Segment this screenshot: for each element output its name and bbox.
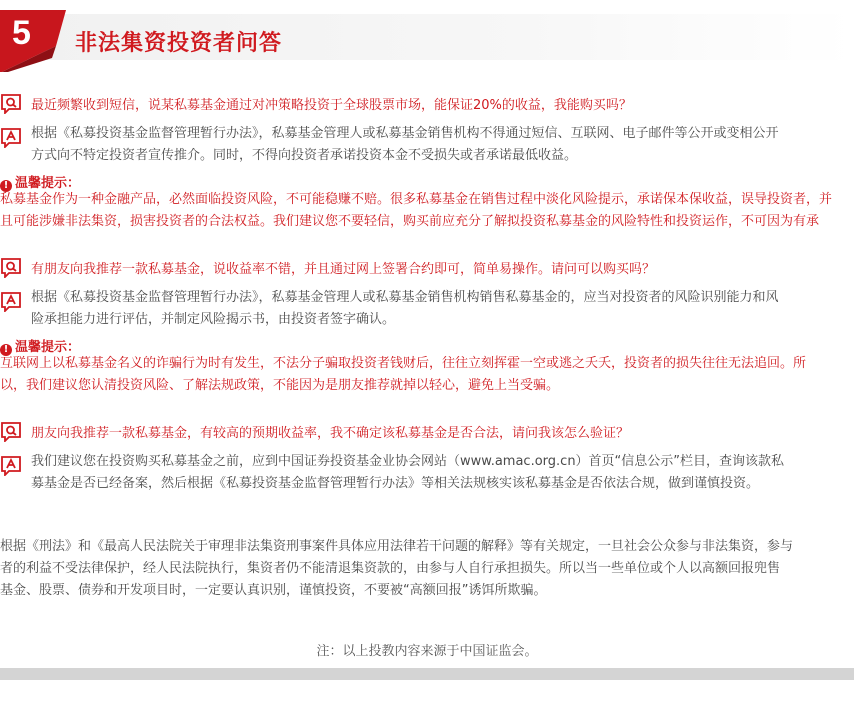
section-header — [0, 10, 854, 68]
answer-a-icon — [0, 454, 22, 476]
question-text: 有朋友向我推荐一款私募基金，说收益率不错，并且通过网上签署合约即可，简单易操作。请问可以购买吗？ — [31, 262, 656, 277]
source-note: 注：以上投教内容来源于中国证监会。 — [316, 644, 538, 659]
answer-a-icon — [0, 290, 22, 312]
tip-label: ! 温馨提示： — [0, 172, 80, 192]
question-q-icon — [0, 420, 22, 442]
question-text: 最近频繁收到短信，说某私募基金通过对冲策略投资于全球股票市场，能保证20%的收益，我能购买吗？ — [31, 98, 632, 113]
question-q-icon — [0, 256, 22, 278]
tip-text: 私募基金作为一种金融产品，必然面临投资风险，不可能稳赚不赔。很多私募基金在销售过程中淡化风险提示，承诺保本保收益，误导投资者，并 且可能涉嫌非法集资，损害投资者的合法权益。我们建议您不要轻信，购买前应充分了解拟投资私募基金的风险特性和投资运作，不可因为有承 — [0, 192, 833, 229]
answer-text: 根据《私募投资基金监督管理暂行办法》，私募基金管理人或私募基金销售机构不得通过短信、互联网、电子邮件等公开或变相公开 方式向不特定投资者宣传推介。同时，不得向投资者承诺投资本金不受损失或者承诺最低收益。 — [31, 126, 779, 163]
legal-paragraph: 根据《刑法》和《最高人民法院关于审理非法集资刑事案件具体应用法律若干问题的解释》等有关规定，一旦社会公众参与非法集资，参与 者的利益不受法律保护，经人民法院执行，集资者仍不能清退集资款的，由参与人自行承担损失。所以当一些单位或个人以高额回报兜售 基金、股票、债券和开发项目时，一定要认真识别，谨慎投资，不要被“高额回报”诱饵所欺骗。 — [0, 539, 794, 598]
answer-text: 我们建议您在投资购买私募基金之前，应到中国证券投资基金业协会网站（www.amac.org.cn）首页“信息公示”栏目，查询该款私 募基金是否已经备案，然后根据《私募投资基金监督管理暂行办法》等相关法规核实该私募基金是否依法合规，做到谨慎投资。 — [31, 454, 785, 491]
section-number: 5 — [12, 14, 31, 52]
alert-icon: ! — [0, 344, 12, 356]
tip-text: 互联网上以私募基金名义的诈骗行为时有发生，不法分子骗取投资者钱财后，往往立刻挥霍一空或逃之夭夭，投资者的损失往往无法追回。所 以，我们建议您认清投资风险、了解法规政策，不能因为是朋友推荐就掉以轻心，避免上当受骗。 — [0, 356, 807, 393]
section-number-badge — [0, 10, 70, 72]
answer-text: 根据《私募投资基金监督管理暂行办法》，私募基金管理人或私募基金销售机构销售私募基金的，应当对投资者的风险识别能力和风 险承担能力进行评估，并制定风险揭示书，由投资者签字确认。 — [31, 290, 779, 327]
answer-a-icon — [0, 126, 22, 148]
question-q-icon — [0, 92, 22, 114]
alert-icon: ! — [0, 180, 12, 192]
question-text: 朋友向我推荐一款私募基金，有较高的预期收益率，我不确定该私募基金是否合法，请问我该怎么验证？ — [31, 426, 630, 441]
tip-label: ! 温馨提示： — [0, 336, 80, 356]
bottom-divider-bar — [0, 668, 854, 680]
page-title: 非法集资投资者问答 — [75, 31, 283, 56]
